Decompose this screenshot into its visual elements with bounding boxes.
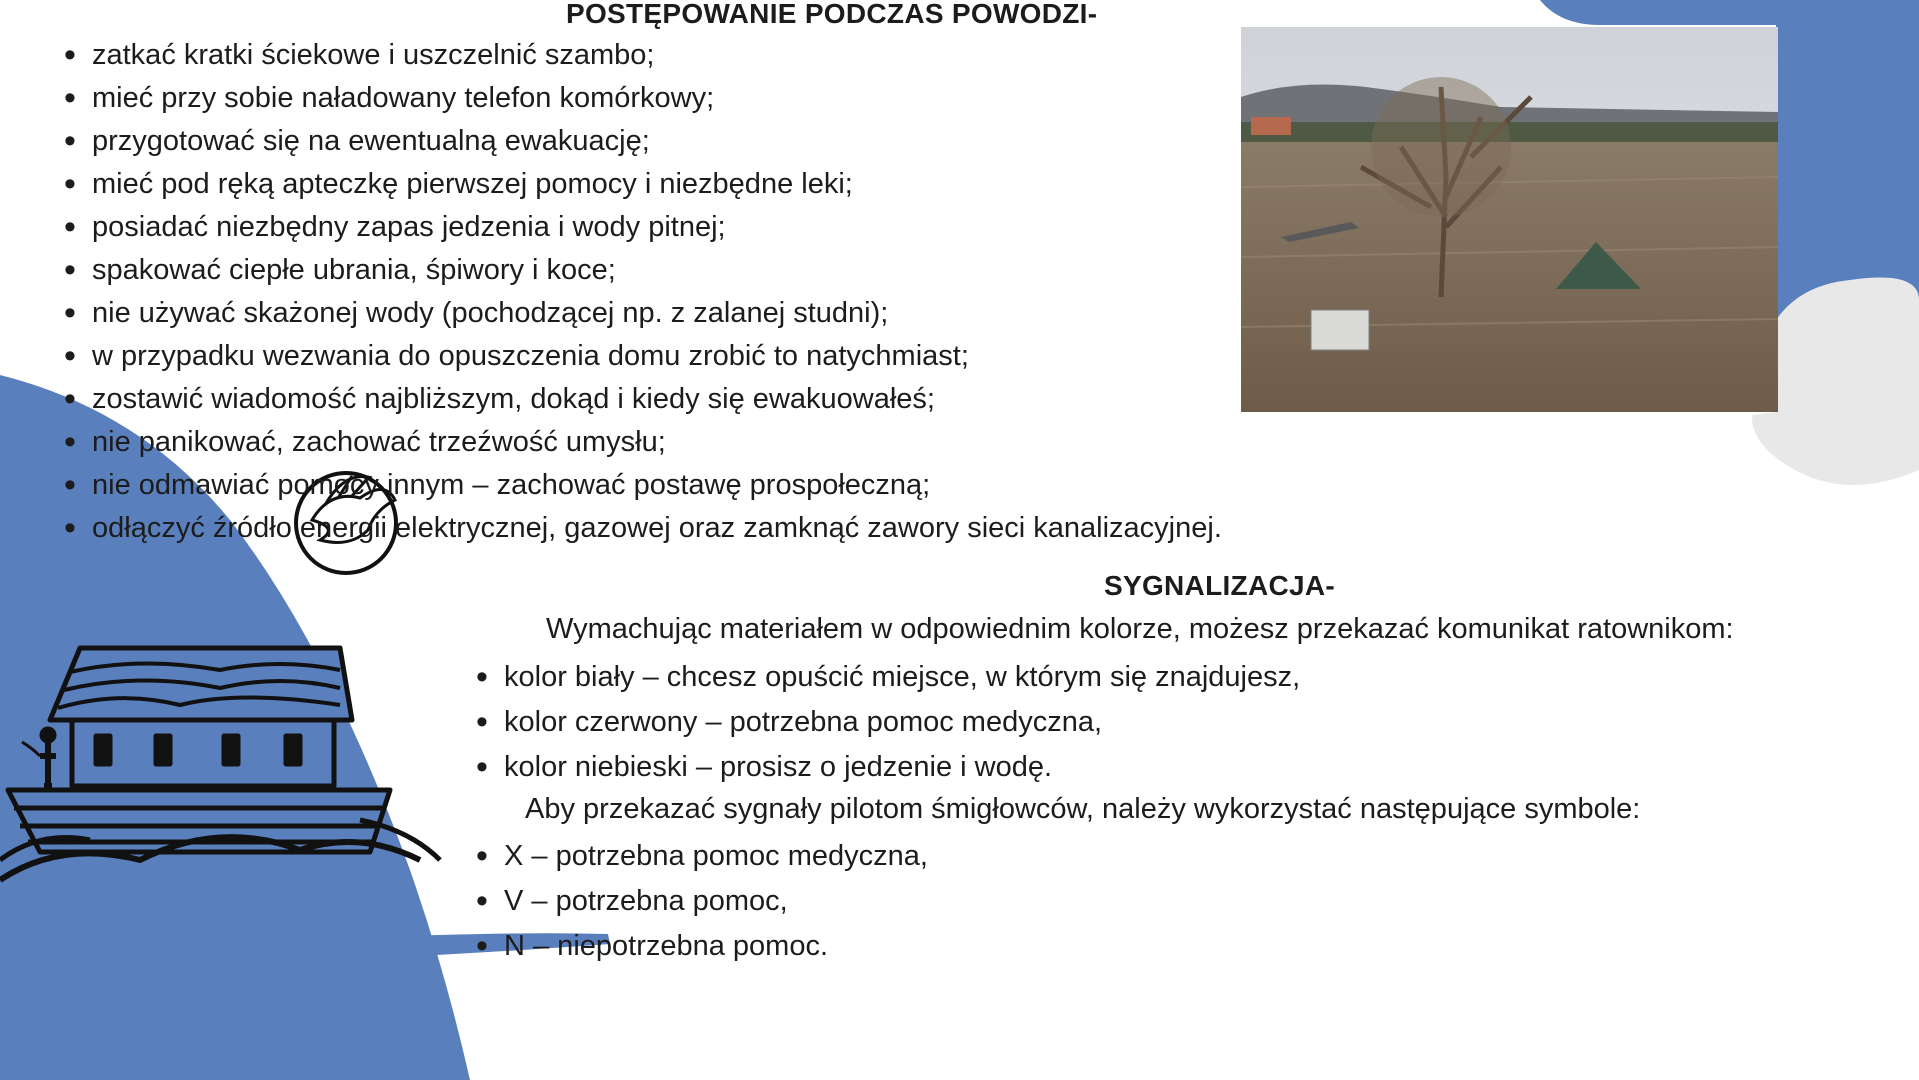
flood-instructions-list xyxy=(62,34,1222,550)
signaling-intro: Wymachując materiałem w odpowiednim kolorze, możesz przekazać komunikat ratownikom: xyxy=(546,613,1734,645)
list-item: • zostawić wiadomość najbliższym, dokąd i kiedy się ewakuowałeś; xyxy=(62,378,1222,421)
flood-photo-icon xyxy=(1241,27,1778,412)
list-item: • nie panikować, zachować trzeźwość umysłu; xyxy=(62,421,1222,464)
list-item: • X – potrzebna pomoc medyczna, xyxy=(474,834,928,879)
symbol-signals-list xyxy=(474,834,928,969)
list-item: • kolor niebieski – prosisz o jedzenie i wodę. xyxy=(474,745,1300,790)
list-item: • nie odmawiać pomocy innym – zachować postawę prospołeczną; xyxy=(62,464,1222,507)
list-item: • kolor biały – chcesz opuścić miejsce, w którym się znajdujesz, xyxy=(474,655,1300,700)
list-item: • N – niepotrzebna pomoc. xyxy=(474,924,928,969)
list-item: • odłączyć źródło energii elektrycznej, gazowej oraz zamknąć zawory sieci kanalizacyjnej. xyxy=(62,507,1222,550)
list-item: • kolor czerwony – potrzebna pomoc medyczna, xyxy=(474,700,1300,745)
list-item: • mieć przy sobie naładowany telefon komórkowy; xyxy=(62,77,1222,120)
list-item: • w przypadku wezwania do opuszczenia domu zrobić to natychmiast; xyxy=(62,335,1222,378)
list-item: • nie używać skażonej wody (pochodzącej np. z zalanej studni); xyxy=(62,292,1222,335)
list-item: • spakować ciepłe ubrania, śpiwory i koce; xyxy=(62,249,1222,292)
signaling-heading: SYGNALIZACJA- xyxy=(1104,570,1336,601)
color-signals-list xyxy=(474,655,1300,790)
list-item: • posiadać niezbędny zapas jedzenia i wody pitnej; xyxy=(62,206,1222,249)
list-item: • zatkać kratki ściekowe i uszczelnić szambo; xyxy=(62,34,1222,77)
flood-heading: POSTĘPOWANIE PODCZAS POWODZI- xyxy=(566,0,1098,29)
list-item: • mieć pod ręką apteczkę pierwszej pomocy i niezbędne leki; xyxy=(62,163,1222,206)
list-item: • V – potrzebna pomoc, xyxy=(474,879,928,924)
list-item: • przygotować się na ewentualną ewakuację; xyxy=(62,120,1222,163)
symbols-intro: Aby przekazać sygnały pilotom śmigłowców, należy wykorzystać następujące symbole: xyxy=(525,793,1641,825)
